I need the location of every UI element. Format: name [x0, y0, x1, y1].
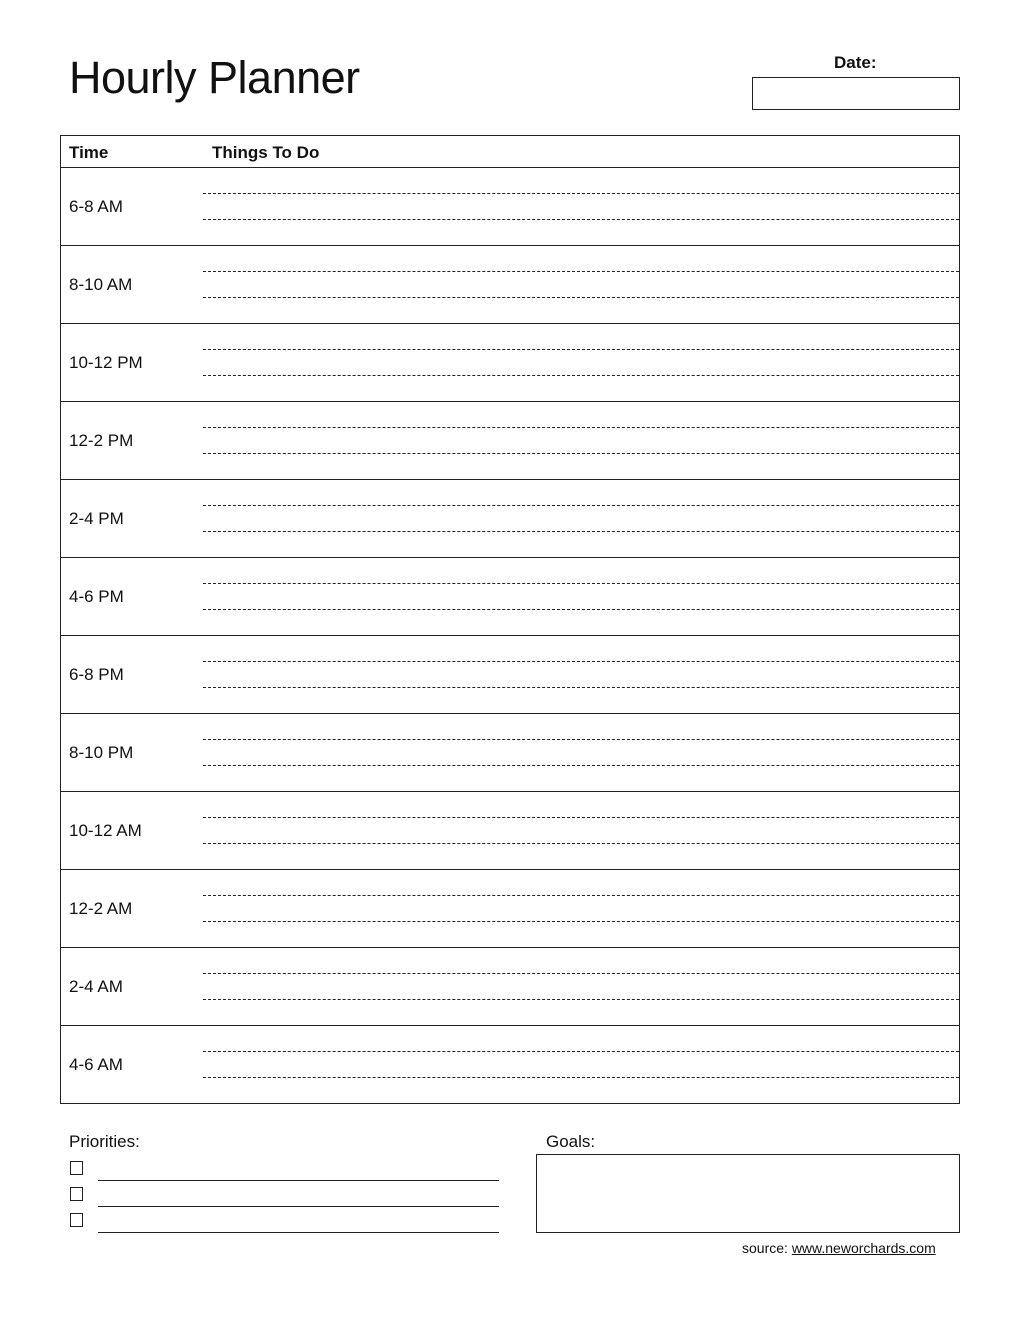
time-slot-label: 12-2 AM: [69, 899, 133, 918]
priority-checkbox[interactable]: [70, 1213, 83, 1227]
time-slot-label: 12-2 PM: [69, 431, 134, 450]
priority-line[interactable]: [98, 1232, 499, 1233]
time-slot-label: 2-4 AM: [69, 977, 123, 996]
todo-line[interactable]: [203, 297, 959, 298]
todo-line[interactable]: [203, 219, 959, 220]
todo-line[interactable]: [203, 817, 959, 818]
todo-line[interactable]: [203, 739, 959, 740]
goals-label: Goals:: [546, 1132, 596, 1151]
table-row: [61, 792, 959, 870]
source-credit: [742, 1240, 936, 1256]
goals-field[interactable]: [536, 1154, 960, 1233]
table-row: [61, 402, 959, 480]
todo-line[interactable]: [203, 505, 959, 506]
source-prefix: source:: [742, 1240, 788, 1256]
todo-line[interactable]: [203, 765, 959, 766]
table-row: [61, 870, 959, 948]
table-row: [61, 168, 959, 246]
time-slot-label: 8-10 AM: [69, 275, 133, 294]
source-link[interactable]: www.neworchards.com: [791, 1240, 936, 1256]
table-row: [61, 246, 959, 324]
todo-line[interactable]: [203, 1077, 959, 1078]
todo-line[interactable]: [203, 687, 959, 688]
todo-line[interactable]: [203, 349, 959, 350]
time-slot-label: 6-8 AM: [69, 197, 123, 216]
priority-line[interactable]: [98, 1206, 499, 1207]
todo-line[interactable]: [203, 1051, 959, 1052]
time-slot-label: 2-4 PM: [69, 509, 124, 528]
date-field[interactable]: [752, 77, 960, 110]
table-header: [61, 136, 959, 168]
time-slot-label: 10-12 PM: [69, 353, 143, 372]
page-title: Hourly Planner: [69, 52, 360, 103]
priority-checkbox[interactable]: [70, 1187, 83, 1201]
time-column-header: Time: [69, 143, 109, 162]
table-row: [61, 714, 959, 792]
todo-line[interactable]: [203, 921, 959, 922]
table-row: [61, 948, 959, 1026]
time-slot-label: 4-6 PM: [69, 587, 124, 606]
todo-line[interactable]: [203, 583, 959, 584]
time-slot-label: 10-12 AM: [69, 821, 142, 840]
table-row: [61, 324, 959, 402]
table-row: [61, 480, 959, 558]
table-row: [61, 636, 959, 714]
todo-line[interactable]: [203, 661, 959, 662]
todo-line[interactable]: [203, 427, 959, 428]
todo-line[interactable]: [203, 973, 959, 974]
priority-line[interactable]: [98, 1180, 499, 1181]
todo-column-header: Things To Do: [212, 143, 320, 162]
time-slot-label: 6-8 PM: [69, 665, 124, 684]
todo-line[interactable]: [203, 609, 959, 610]
table-row: [61, 558, 959, 636]
schedule-table: [60, 135, 960, 1104]
todo-line[interactable]: [203, 999, 959, 1000]
table-row: [61, 1026, 959, 1103]
todo-line[interactable]: [203, 531, 959, 532]
todo-line[interactable]: [203, 895, 959, 896]
todo-line[interactable]: [203, 453, 959, 454]
priority-checkbox[interactable]: [70, 1161, 83, 1175]
time-slot-label: 4-6 AM: [69, 1055, 123, 1074]
todo-line[interactable]: [203, 843, 959, 844]
todo-line[interactable]: [203, 375, 959, 376]
time-slot-label: 8-10 PM: [69, 743, 134, 762]
priorities-label: Priorities:: [69, 1132, 140, 1151]
todo-line[interactable]: [203, 193, 959, 194]
todo-line[interactable]: [203, 271, 959, 272]
date-label: Date:: [834, 53, 877, 72]
